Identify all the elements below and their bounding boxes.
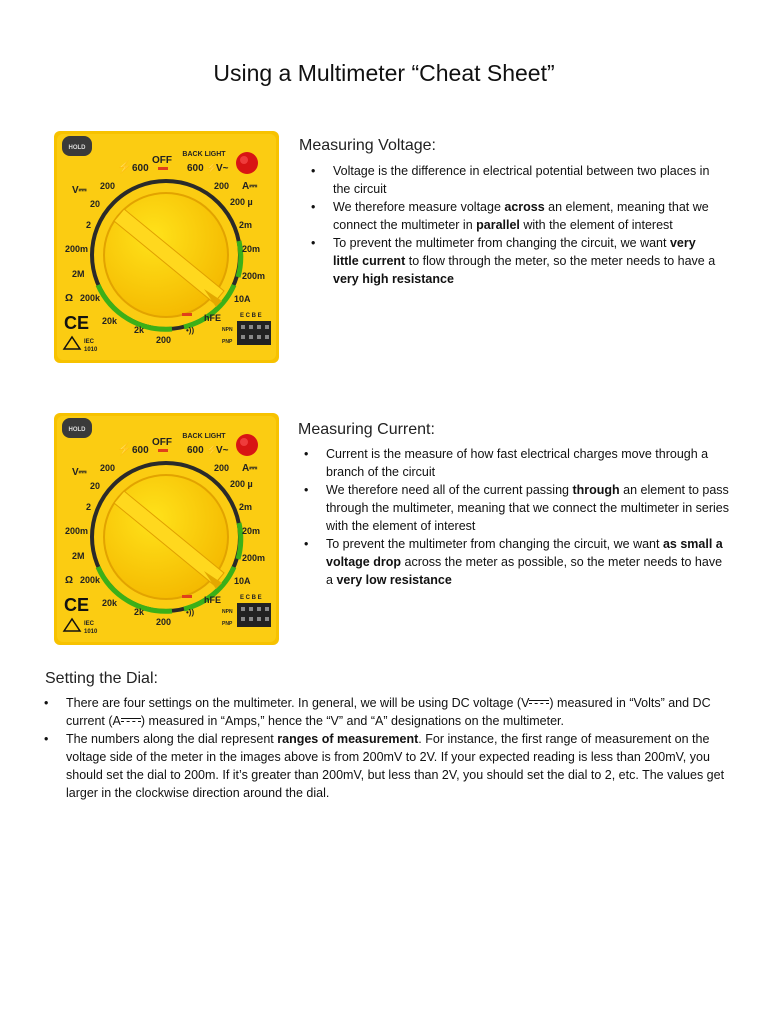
dial-heading: Setting the Dial: (45, 670, 158, 687)
voltage-heading: Measuring Voltage: (299, 137, 436, 154)
list-item: • Voltage is the difference in electrical potential between two places in the circuit (307, 162, 717, 198)
list-item: • To prevent the multimeter from changing the circuit, we want as small a voltage drop across the meter as possible, so the meter needs to have a very low resistance (300, 535, 730, 589)
list-item: • We therefore need all of the current passing through an element to pass through the multimeter, meaning that we connect the multimeter in series with the element of interest (300, 481, 730, 535)
multimeter-dial-image-2 (54, 413, 279, 645)
list-item: • To prevent the multimeter from changing the circuit, we want very little current to flow through the meter, so the meter needs to have a very high resistance (307, 234, 717, 288)
dial-list (40, 694, 740, 802)
list-item: • Current is the measure of how fast electrical charges move through a branch of the circuit (300, 445, 730, 481)
dc-symbol-icon (121, 718, 141, 722)
current-heading: Measuring Current: (298, 421, 435, 438)
list-item: • There are four settings on the multimeter. In general, we will be using DC voltage (V ) measured in “Volts” and DC current (A ) measured in “Amps,” hence the “V” and “A” designations on the multimeter. (40, 694, 740, 730)
list-item: • We therefore measure voltage across an element, meaning that we connect the multimeter in parallel with the element of interest (307, 198, 717, 234)
list-item: • The numbers along the dial represent ranges of measurement. For instance, the first range of measurement on the voltage side of the meter in the images above is from 200mV to 2V. If your expected reading is less than 200mV, you should set the dial to 200m. If it’s greater than 200mV, but less than 2V, you should set the dial to 2, etc. The values get larger in the clockwise direction around the dial. (40, 730, 740, 802)
dc-symbol-icon (529, 700, 549, 704)
current-list (300, 445, 730, 589)
page-title: Using a Multimeter “Cheat Sheet” (213, 60, 555, 86)
voltage-list (307, 162, 717, 288)
multimeter-dial-image (54, 131, 279, 363)
